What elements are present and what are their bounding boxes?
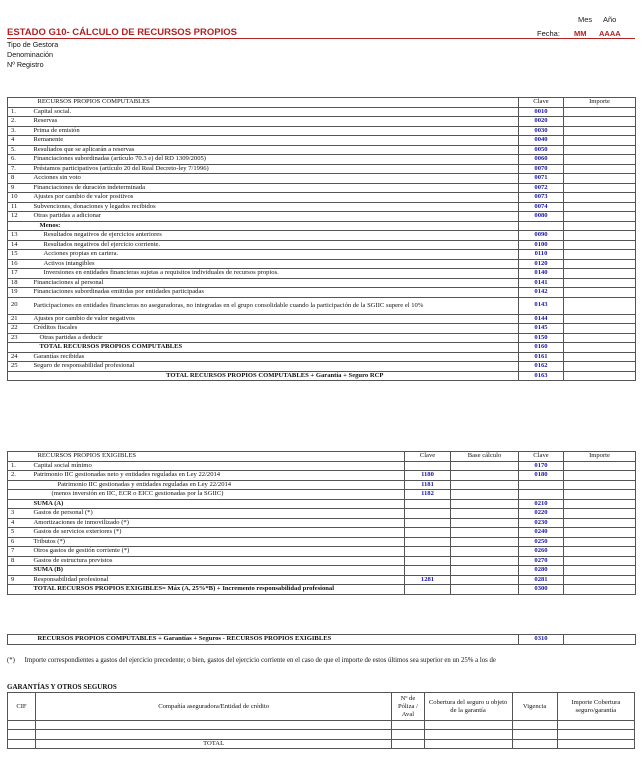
computables-row bbox=[8, 314, 636, 324]
row-number: 7 bbox=[8, 547, 32, 557]
row-code: 0020 bbox=[519, 117, 564, 127]
computables-row bbox=[8, 352, 636, 362]
computables-row bbox=[8, 174, 636, 184]
row-base-code bbox=[405, 537, 451, 547]
row-code: 0240 bbox=[519, 528, 564, 538]
computables-importe-header: Importe bbox=[564, 98, 636, 108]
exigibles-row bbox=[8, 537, 636, 547]
computables-row bbox=[8, 221, 636, 231]
importe-input[interactable] bbox=[564, 250, 636, 260]
importe-input[interactable] bbox=[564, 333, 636, 343]
computables-row bbox=[8, 250, 636, 260]
row-label: Resultados negativos del ejercicio corriente. bbox=[32, 240, 519, 250]
row-code: 0072 bbox=[519, 183, 564, 193]
computables-row bbox=[8, 278, 636, 288]
row-label: Inversiones en entidades financieras sujetas a requisitos individuales de recursos propios. bbox=[32, 269, 519, 279]
row-label: Capital social. bbox=[32, 107, 519, 117]
exigibles-row bbox=[8, 528, 636, 538]
row-code: 0143 bbox=[519, 297, 564, 314]
exigibles-row bbox=[8, 556, 636, 566]
row-number: 10 bbox=[8, 193, 32, 203]
row-label: Ajustes por cambio de valor positivos bbox=[32, 193, 519, 203]
garantias-row bbox=[8, 730, 635, 739]
row-number: 24 bbox=[8, 352, 32, 362]
exigibles-clave2-header: Clave bbox=[519, 452, 564, 462]
base-calculo-input bbox=[451, 499, 519, 509]
computables-row bbox=[8, 202, 636, 212]
mes-label: Mes bbox=[578, 15, 593, 24]
row-code: 0281 bbox=[519, 575, 564, 585]
row-label: Seguro de responsabilidad profesional bbox=[32, 362, 519, 372]
exigibles-row bbox=[8, 575, 636, 585]
exigibles-row bbox=[8, 499, 636, 509]
importe-input[interactable] bbox=[564, 164, 636, 174]
row-code: 0161 bbox=[519, 352, 564, 362]
computables-row bbox=[8, 288, 636, 298]
base-calculo-input[interactable] bbox=[451, 490, 519, 500]
importe-input[interactable] bbox=[564, 490, 636, 500]
base-calculo-input bbox=[451, 518, 519, 528]
base-calculo-input bbox=[451, 556, 519, 566]
row-number: 11 bbox=[8, 202, 32, 212]
computables-row bbox=[8, 193, 636, 203]
exigibles-clave-header: Clave bbox=[405, 452, 451, 462]
row-label: TOTAL RECURSOS PROPIOS COMPUTABLES bbox=[32, 343, 519, 353]
exigibles-base-header: Base cálculo bbox=[451, 452, 519, 462]
row-number: 2. bbox=[8, 117, 32, 127]
exigibles-row bbox=[8, 547, 636, 557]
computables-row bbox=[8, 333, 636, 343]
row-code: 0074 bbox=[519, 202, 564, 212]
row-number: 6. bbox=[8, 155, 32, 165]
garantias-cell[interactable] bbox=[8, 721, 36, 730]
importe-input[interactable] bbox=[564, 278, 636, 288]
row-label: Financiaciones subordinadas (artículo 70.3 e) del RD 1309/2005) bbox=[32, 155, 519, 165]
meta-denominacion: Denominación bbox=[7, 50, 53, 59]
row-number: 4 bbox=[8, 518, 32, 528]
exigibles-row bbox=[8, 518, 636, 528]
computables-row bbox=[8, 145, 636, 155]
row-code: 0260 bbox=[519, 547, 564, 557]
row-number: 18 bbox=[8, 278, 32, 288]
garantias-cell[interactable] bbox=[424, 721, 512, 730]
row-base-code bbox=[405, 566, 451, 576]
row-label: SUMA (A) bbox=[32, 499, 405, 509]
page-title: ESTADO G10- CÁLCULO DE RECURSOS PROPIOS bbox=[7, 27, 237, 38]
importe-input[interactable] bbox=[564, 174, 636, 184]
importe-input[interactable] bbox=[564, 145, 636, 155]
computables-row bbox=[8, 183, 636, 193]
computables-row bbox=[8, 164, 636, 174]
row-number: 20 bbox=[8, 297, 32, 314]
row-code: 0090 bbox=[519, 231, 564, 241]
importe-input[interactable] bbox=[564, 193, 636, 203]
row-label: TOTAL RECURSOS PROPIOS EXIGIBLES= Máx (A, 25%*B) + Incremento responsabilidad profesional bbox=[32, 585, 405, 595]
computables-table bbox=[7, 97, 636, 381]
garantias-total-label: TOTAL bbox=[35, 739, 391, 749]
exigibles-table bbox=[7, 451, 636, 595]
title-divider bbox=[7, 38, 635, 39]
row-code: 0110 bbox=[519, 250, 564, 260]
row-code: 0250 bbox=[519, 537, 564, 547]
computables-row bbox=[8, 107, 636, 117]
computables-row bbox=[8, 126, 636, 136]
footnote bbox=[7, 657, 496, 664]
importe-input[interactable] bbox=[564, 575, 636, 585]
importe-input[interactable] bbox=[564, 324, 636, 334]
base-calculo-input[interactable] bbox=[451, 575, 519, 585]
base-calculo-input bbox=[451, 566, 519, 576]
exigibles-row bbox=[8, 585, 636, 595]
row-code: 0141 bbox=[519, 278, 564, 288]
summary-code: 0310 bbox=[519, 635, 564, 645]
row-number bbox=[8, 480, 32, 490]
importe-input[interactable] bbox=[564, 352, 636, 362]
row-code: 0144 bbox=[519, 314, 564, 324]
importe-input[interactable] bbox=[564, 269, 636, 279]
row-number bbox=[8, 343, 32, 353]
row-label: Financiaciones subordinadas emitidas por entidades participadas bbox=[32, 288, 519, 298]
computables-row bbox=[8, 117, 636, 127]
row-number bbox=[8, 371, 32, 381]
row-label: Garantías recibidas bbox=[32, 352, 519, 362]
row-label: Tributos (*) bbox=[32, 537, 405, 547]
computables-row bbox=[8, 324, 636, 334]
row-number: 6 bbox=[8, 537, 32, 547]
row-code: 0170 bbox=[519, 461, 564, 471]
importe-input[interactable] bbox=[564, 371, 636, 381]
footnote-mark: (*) bbox=[7, 657, 15, 664]
row-number bbox=[8, 499, 32, 509]
row-code: 0160 bbox=[519, 343, 564, 353]
computables-row bbox=[8, 371, 636, 381]
importe-input[interactable] bbox=[564, 362, 636, 372]
row-number: 15 bbox=[8, 250, 32, 260]
exigibles-row bbox=[8, 566, 636, 576]
exigibles-row bbox=[8, 461, 636, 471]
garantias-cell[interactable] bbox=[512, 721, 557, 730]
row-label: Patrimonio IIC gestionadas neto y entidades reguladas en Ley 22/2014 bbox=[32, 471, 405, 481]
row-label: SUMA (B) bbox=[32, 566, 405, 576]
row-base-code bbox=[405, 461, 451, 471]
base-calculo-input bbox=[451, 509, 519, 519]
garantias-table bbox=[7, 692, 635, 749]
row-code: 0270 bbox=[519, 556, 564, 566]
row-code: 0150 bbox=[519, 333, 564, 343]
importe-input[interactable] bbox=[564, 528, 636, 538]
row-code: 0163 bbox=[519, 371, 564, 381]
row-code: 0050 bbox=[519, 145, 564, 155]
row-number: 8 bbox=[8, 174, 32, 184]
row-label: Capital social mínimo bbox=[32, 461, 405, 471]
importe-input[interactable] bbox=[564, 117, 636, 127]
garantias-cell[interactable] bbox=[557, 730, 634, 739]
row-label: Activos intangibles bbox=[32, 259, 519, 269]
fecha-label: Fecha: bbox=[537, 29, 560, 38]
importe-input[interactable] bbox=[564, 288, 636, 298]
importe-input[interactable] bbox=[564, 221, 636, 231]
importe-input[interactable] bbox=[564, 518, 636, 528]
importe-input[interactable] bbox=[564, 202, 636, 212]
row-code bbox=[519, 480, 564, 490]
meta-registro: Nº Registro bbox=[7, 60, 44, 69]
garantias-header-poliza: Nº de Póliza / Aval bbox=[392, 693, 424, 721]
row-code: 0142 bbox=[519, 288, 564, 298]
row-label: Créditos fiscales bbox=[32, 324, 519, 334]
row-label: TOTAL RECURSOS PROPIOS COMPUTABLES + Garantía + Seguro RCP bbox=[32, 371, 519, 381]
base-calculo-input bbox=[451, 585, 519, 595]
row-label: Financiaciones al personal bbox=[32, 278, 519, 288]
row-number bbox=[8, 585, 32, 595]
row-number: 9 bbox=[8, 183, 32, 193]
row-number: 5 bbox=[8, 528, 32, 538]
row-number: 14 bbox=[8, 240, 32, 250]
exigibles-header: RECURSOS PROPIOS EXIGIBLES bbox=[32, 452, 405, 462]
garantias-header-cif: CIF bbox=[8, 693, 36, 721]
row-label: Amortizaciones de inmovilizado (*) bbox=[32, 518, 405, 528]
importe-input[interactable] bbox=[564, 314, 636, 324]
mes-value[interactable]: MM bbox=[574, 29, 587, 38]
base-calculo-input[interactable] bbox=[451, 480, 519, 490]
row-label: Acciones propias en cartera. bbox=[32, 250, 519, 260]
row-label: Resultados que se aplicarán a reservas bbox=[32, 145, 519, 155]
footnote-text: Importe correspondientes a gastos del ejercicio precedente; o bien, gastos del ejercicio corriente en el caso de que el importe de estos últimos sea superior en un 25% a los de bbox=[24, 657, 496, 664]
meta-tipo-gestora: Tipo de Gestora bbox=[7, 40, 59, 49]
computables-clave-header: Clave bbox=[519, 98, 564, 108]
computables-row bbox=[8, 259, 636, 269]
row-code: 0080 bbox=[519, 212, 564, 222]
row-base-code bbox=[405, 556, 451, 566]
garantias-total-input[interactable] bbox=[557, 739, 634, 749]
row-label: (menos inversión en IIC, ECR o EICC gestionadas por la SGIIC) bbox=[32, 490, 405, 500]
computables-row bbox=[8, 269, 636, 279]
meta-block bbox=[7, 40, 58, 70]
ano-label: Año bbox=[603, 15, 617, 24]
summary-importe-input[interactable] bbox=[564, 635, 636, 645]
row-base-code: 1281 bbox=[405, 575, 451, 585]
row-label: Subvenciones, donaciones y legados recibidos bbox=[32, 202, 519, 212]
computables-header: RECURSOS PROPIOS COMPUTABLES bbox=[32, 98, 519, 108]
row-code: 0162 bbox=[519, 362, 564, 372]
computables-row bbox=[8, 136, 636, 146]
importe-input[interactable] bbox=[564, 107, 636, 117]
row-code: 0120 bbox=[519, 259, 564, 269]
computables-row bbox=[8, 297, 636, 314]
importe-input[interactable] bbox=[564, 566, 636, 576]
base-calculo-input bbox=[451, 537, 519, 547]
garantias-cell[interactable] bbox=[557, 721, 634, 730]
row-label: Participaciones en entidades financieras no aseguradoras, no integradas en el grupo consolidable cuando la participación de la SGIIC supere el 10% bbox=[32, 297, 519, 314]
row-base-code bbox=[405, 509, 451, 519]
row-label: Otras partidas a deducir bbox=[32, 333, 519, 343]
base-calculo-input bbox=[451, 461, 519, 471]
base-calculo-input bbox=[451, 528, 519, 538]
row-number: 3. bbox=[8, 126, 32, 136]
importe-input[interactable] bbox=[564, 556, 636, 566]
importe-input[interactable] bbox=[564, 547, 636, 557]
row-base-code: 1180 bbox=[405, 471, 451, 481]
importe-input[interactable] bbox=[564, 231, 636, 241]
row-number: 21 bbox=[8, 314, 32, 324]
garantias-header-importe: Importe Cobertura seguro/garantía bbox=[557, 693, 634, 721]
garantias-header-compania: Compañía aseguradora/Entidad de crédito bbox=[35, 693, 391, 721]
row-label: Responsabilidad profesional bbox=[32, 575, 405, 585]
row-base-code bbox=[405, 528, 451, 538]
row-code: 0040 bbox=[519, 136, 564, 146]
ano-value[interactable]: AAAA bbox=[599, 29, 621, 38]
row-label: Menos: bbox=[32, 221, 519, 231]
row-number bbox=[8, 221, 32, 231]
importe-input[interactable] bbox=[564, 471, 636, 481]
row-code: 0300 bbox=[519, 585, 564, 595]
row-number: 13 bbox=[8, 231, 32, 241]
garantias-cell[interactable] bbox=[392, 721, 424, 730]
garantias-cell[interactable] bbox=[8, 730, 36, 739]
garantias-cell[interactable] bbox=[424, 730, 512, 739]
summary-table bbox=[7, 634, 636, 645]
base-calculo-input[interactable] bbox=[451, 471, 519, 481]
row-number: 5. bbox=[8, 145, 32, 155]
row-code bbox=[519, 490, 564, 500]
computables-row bbox=[8, 155, 636, 165]
importe-input[interactable] bbox=[564, 126, 636, 136]
row-code: 0060 bbox=[519, 155, 564, 165]
row-code: 0030 bbox=[519, 126, 564, 136]
importe-input[interactable] bbox=[564, 499, 636, 509]
row-number bbox=[8, 566, 32, 576]
row-base-code: 1182 bbox=[405, 490, 451, 500]
row-label: Gastos de estructura previstos bbox=[32, 556, 405, 566]
row-label: Otros gastos de gestión corriente (*) bbox=[32, 547, 405, 557]
row-label: Gastos de personal (*) bbox=[32, 509, 405, 519]
garantias-header-vigencia: Vigencia bbox=[512, 693, 557, 721]
summary-label: RECURSOS PROPIOS COMPUTABLES + Garantías + Seguros - RECURSOS PROPIOS EXIGIBLES bbox=[32, 635, 519, 645]
importe-input[interactable] bbox=[564, 240, 636, 250]
row-code: 0010 bbox=[519, 107, 564, 117]
row-base-code bbox=[405, 518, 451, 528]
row-label: Préstamos participativos (artículo 20 del Real Decreto-ley 7/1996) bbox=[32, 164, 519, 174]
row-number: 25 bbox=[8, 362, 32, 372]
row-label: Prima de emisión bbox=[32, 126, 519, 136]
base-calculo-input bbox=[451, 547, 519, 557]
row-number: 8 bbox=[8, 556, 32, 566]
row-number: 7. bbox=[8, 164, 32, 174]
row-code: 0070 bbox=[519, 164, 564, 174]
computables-row bbox=[8, 212, 636, 222]
exigibles-row bbox=[8, 480, 636, 490]
garantias-cell[interactable] bbox=[512, 730, 557, 739]
row-number: 12 bbox=[8, 212, 32, 222]
garantias-title: GARANTÍAS Y OTROS SEGUROS bbox=[7, 683, 117, 691]
row-code: 0140 bbox=[519, 269, 564, 279]
row-label: Remanente bbox=[32, 136, 519, 146]
row-code: 0280 bbox=[519, 566, 564, 576]
garantias-row bbox=[8, 721, 635, 730]
row-number: 4 bbox=[8, 136, 32, 146]
computables-row bbox=[8, 362, 636, 372]
row-base-code bbox=[405, 547, 451, 557]
row-code bbox=[519, 221, 564, 231]
row-number: 16 bbox=[8, 259, 32, 269]
garantias-cell[interactable] bbox=[35, 730, 391, 739]
importe-input[interactable] bbox=[564, 136, 636, 146]
importe-input[interactable] bbox=[564, 183, 636, 193]
row-label: Gastos de servicios exteriores (*) bbox=[32, 528, 405, 538]
row-base-code: 1181 bbox=[405, 480, 451, 490]
row-number: 9 bbox=[8, 575, 32, 585]
exigibles-row bbox=[8, 509, 636, 519]
row-code: 0145 bbox=[519, 324, 564, 334]
row-label: Otras partidas a adicionar bbox=[32, 212, 519, 222]
row-number: 19 bbox=[8, 288, 32, 298]
row-code: 0210 bbox=[519, 499, 564, 509]
row-code: 0230 bbox=[519, 518, 564, 528]
computables-row bbox=[8, 231, 636, 241]
importe-input[interactable] bbox=[564, 585, 636, 595]
importe-input[interactable] bbox=[564, 155, 636, 165]
exigibles-row bbox=[8, 471, 636, 481]
importe-input[interactable] bbox=[564, 212, 636, 222]
garantias-total-row bbox=[8, 739, 635, 749]
importe-input[interactable] bbox=[564, 509, 636, 519]
row-base-code bbox=[405, 499, 451, 509]
row-label: Patrimonio IIC gestionadas y entidades reguladas en Ley 22/2014 bbox=[32, 480, 405, 490]
row-number: 1. bbox=[8, 461, 32, 471]
row-label: Acciones sin voto bbox=[32, 174, 519, 184]
computables-row bbox=[8, 240, 636, 250]
row-number: 17 bbox=[8, 269, 32, 279]
importe-input[interactable] bbox=[564, 297, 636, 314]
importe-input[interactable] bbox=[564, 461, 636, 471]
row-code: 0100 bbox=[519, 240, 564, 250]
row-code: 0073 bbox=[519, 193, 564, 203]
row-number: 22 bbox=[8, 324, 32, 334]
garantias-cell[interactable] bbox=[392, 730, 424, 739]
row-label: Reservas bbox=[32, 117, 519, 127]
row-number: 3 bbox=[8, 509, 32, 519]
row-number: 2. bbox=[8, 471, 32, 481]
row-label: Ajustes por cambio de valor negativos bbox=[32, 314, 519, 324]
computables-row bbox=[8, 343, 636, 353]
importe-input[interactable] bbox=[564, 480, 636, 490]
row-number: 1. bbox=[8, 107, 32, 117]
row-label: Resultados negativos de ejercicios anteriores bbox=[32, 231, 519, 241]
exigibles-importe-header: Importe bbox=[564, 452, 636, 462]
garantias-cell[interactable] bbox=[35, 721, 391, 730]
row-number: 23 bbox=[8, 333, 32, 343]
row-code: 0180 bbox=[519, 471, 564, 481]
row-code: 0071 bbox=[519, 174, 564, 184]
exigibles-row bbox=[8, 490, 636, 500]
garantias-header-cobertura: Cobertura del seguro u objeto de la garantía bbox=[424, 693, 512, 721]
importe-input[interactable] bbox=[564, 343, 636, 353]
importe-input[interactable] bbox=[564, 537, 636, 547]
importe-input[interactable] bbox=[564, 259, 636, 269]
row-label: Financiaciones de duración indeterminada bbox=[32, 183, 519, 193]
row-base-code bbox=[405, 585, 451, 595]
row-code: 0220 bbox=[519, 509, 564, 519]
row-number bbox=[8, 490, 32, 500]
